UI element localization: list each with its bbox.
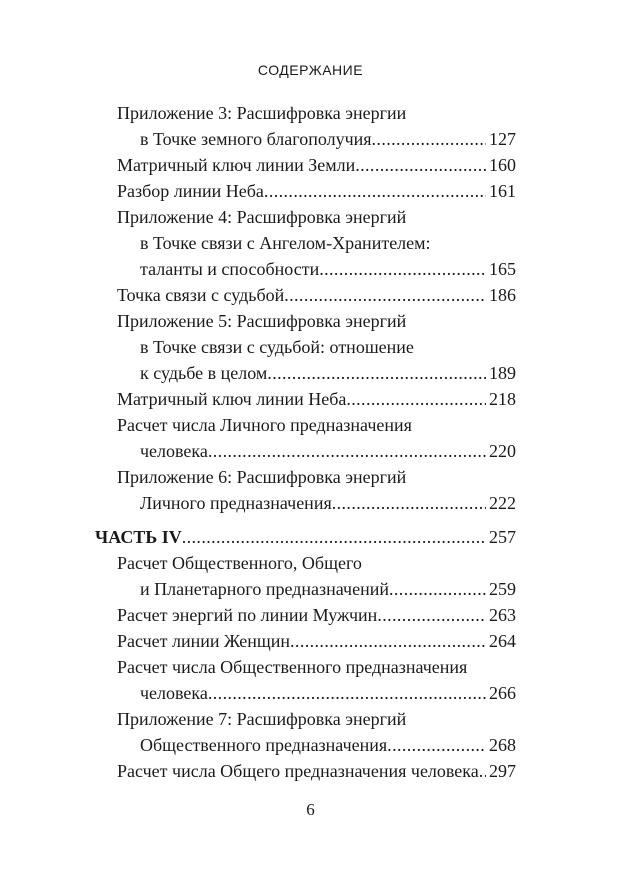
dot-leader <box>284 282 486 308</box>
toc-entry-line: в Точке связи с судьбой: отношение <box>140 337 414 357</box>
dot-leader <box>332 490 486 516</box>
toc-entry[interactable] <box>117 758 516 784</box>
dot-leader <box>290 628 486 654</box>
toc-entry-title: Общественного предназначения <box>140 735 388 755</box>
toc-entry-title: Личного предназначения <box>140 493 332 513</box>
toc-page-number: 218 <box>489 389 516 409</box>
toc-entry-title: Матричный ключ линии Неба <box>117 389 347 409</box>
dot-leader <box>479 758 486 784</box>
toc-entry[interactable] <box>117 628 516 654</box>
dot-leader <box>346 386 486 412</box>
toc-entry-title: в Точке земного благополучия <box>140 129 372 149</box>
toc-page-number: 165 <box>489 259 516 279</box>
dot-leader <box>264 178 486 204</box>
toc-entry-line: Приложение 4: Расшифровка энергий <box>117 207 407 227</box>
toc-entry-title: человека <box>140 441 208 461</box>
toc-page-number: 259 <box>489 579 516 599</box>
toc-entry[interactable] <box>117 282 516 308</box>
dot-leader <box>267 360 486 386</box>
toc-entry[interactable] <box>140 576 516 602</box>
toc-page-number: 222 <box>489 493 516 513</box>
toc-entry-title: Расчет линии Женщин <box>117 631 291 651</box>
toc-entry-title: Расчет энергий по линии Мужчин <box>117 605 378 625</box>
toc-page-number: 189 <box>489 363 516 383</box>
toc-page-number: 127 <box>489 129 516 149</box>
toc-entry-line: Приложение 7: Расшифровка энергий <box>117 709 407 729</box>
toc-entry-title: Точка связи с судьбой <box>117 285 285 305</box>
toc-entry[interactable] <box>140 360 516 386</box>
toc-entry[interactable] <box>117 386 516 412</box>
toc-entry-title: таланты и способности <box>140 259 320 279</box>
toc-entry-line: Расчет числа Личного предназначения <box>117 415 412 435</box>
toc-entry-title: к судьбе в целом <box>140 363 268 383</box>
toc-entry-line: Приложение 5: Расшифровка энергий <box>117 311 407 331</box>
toc-entry[interactable] <box>140 680 516 706</box>
dot-leader <box>387 732 486 758</box>
toc-entry[interactable] <box>140 438 516 464</box>
dot-leader <box>182 524 486 550</box>
toc-entry-title: Матричный ключ линии Земли <box>117 155 356 175</box>
toc-page-number: 161 <box>489 181 516 201</box>
toc-entry-title: ЧАСТЬ IV <box>95 527 182 547</box>
toc-entry[interactable] <box>117 602 516 628</box>
toc-entry[interactable] <box>140 256 516 282</box>
dot-leader <box>208 438 486 464</box>
toc-entry[interactable] <box>140 732 516 758</box>
dot-leader <box>319 256 486 282</box>
toc-entry-line: Приложение 6: Расшифровка энергий <box>117 467 407 487</box>
toc-page-number: 220 <box>489 441 516 461</box>
toc-entry-title: Расчет числа Общего предназначения человека <box>117 761 479 781</box>
dot-leader <box>355 152 486 178</box>
dot-leader <box>389 576 486 602</box>
toc-page-number: 297 <box>489 761 516 781</box>
toc-page-number: 264 <box>489 631 516 651</box>
toc-page-number: 263 <box>489 605 516 625</box>
toc-page-number: 186 <box>489 285 516 305</box>
toc-page-number: 160 <box>489 155 516 175</box>
running-header: СОДЕРЖАНИЕ <box>257 62 364 78</box>
toc-entry-title: Разбор линии Неба <box>117 181 264 201</box>
toc-entry-title: человека <box>140 683 208 703</box>
toc-entry[interactable] <box>140 490 516 516</box>
dot-leader <box>377 602 486 628</box>
toc-entry-line: Расчет числа Общественного предназначения <box>117 657 468 677</box>
dot-leader <box>208 680 486 706</box>
toc-page-number: 266 <box>489 683 516 703</box>
page-number: 6 <box>306 800 315 819</box>
toc-entry[interactable] <box>140 126 516 152</box>
toc-page-number: 257 <box>489 527 516 547</box>
dot-leader <box>372 126 486 152</box>
toc-page-number: 268 <box>489 735 516 755</box>
toc-entry[interactable] <box>117 178 516 204</box>
toc-entry-title: и Планетарного предназначений <box>140 579 389 599</box>
toc-entry-line: Приложение 3: Расшифровка энергии <box>117 103 407 123</box>
toc-entry-line: в Точке связи с Ангелом-Хранителем: <box>140 233 431 253</box>
toc-entry-line: Расчет Общественного, Общего <box>117 553 362 573</box>
toc-part-heading[interactable] <box>95 524 516 550</box>
toc-entry[interactable] <box>117 152 516 178</box>
